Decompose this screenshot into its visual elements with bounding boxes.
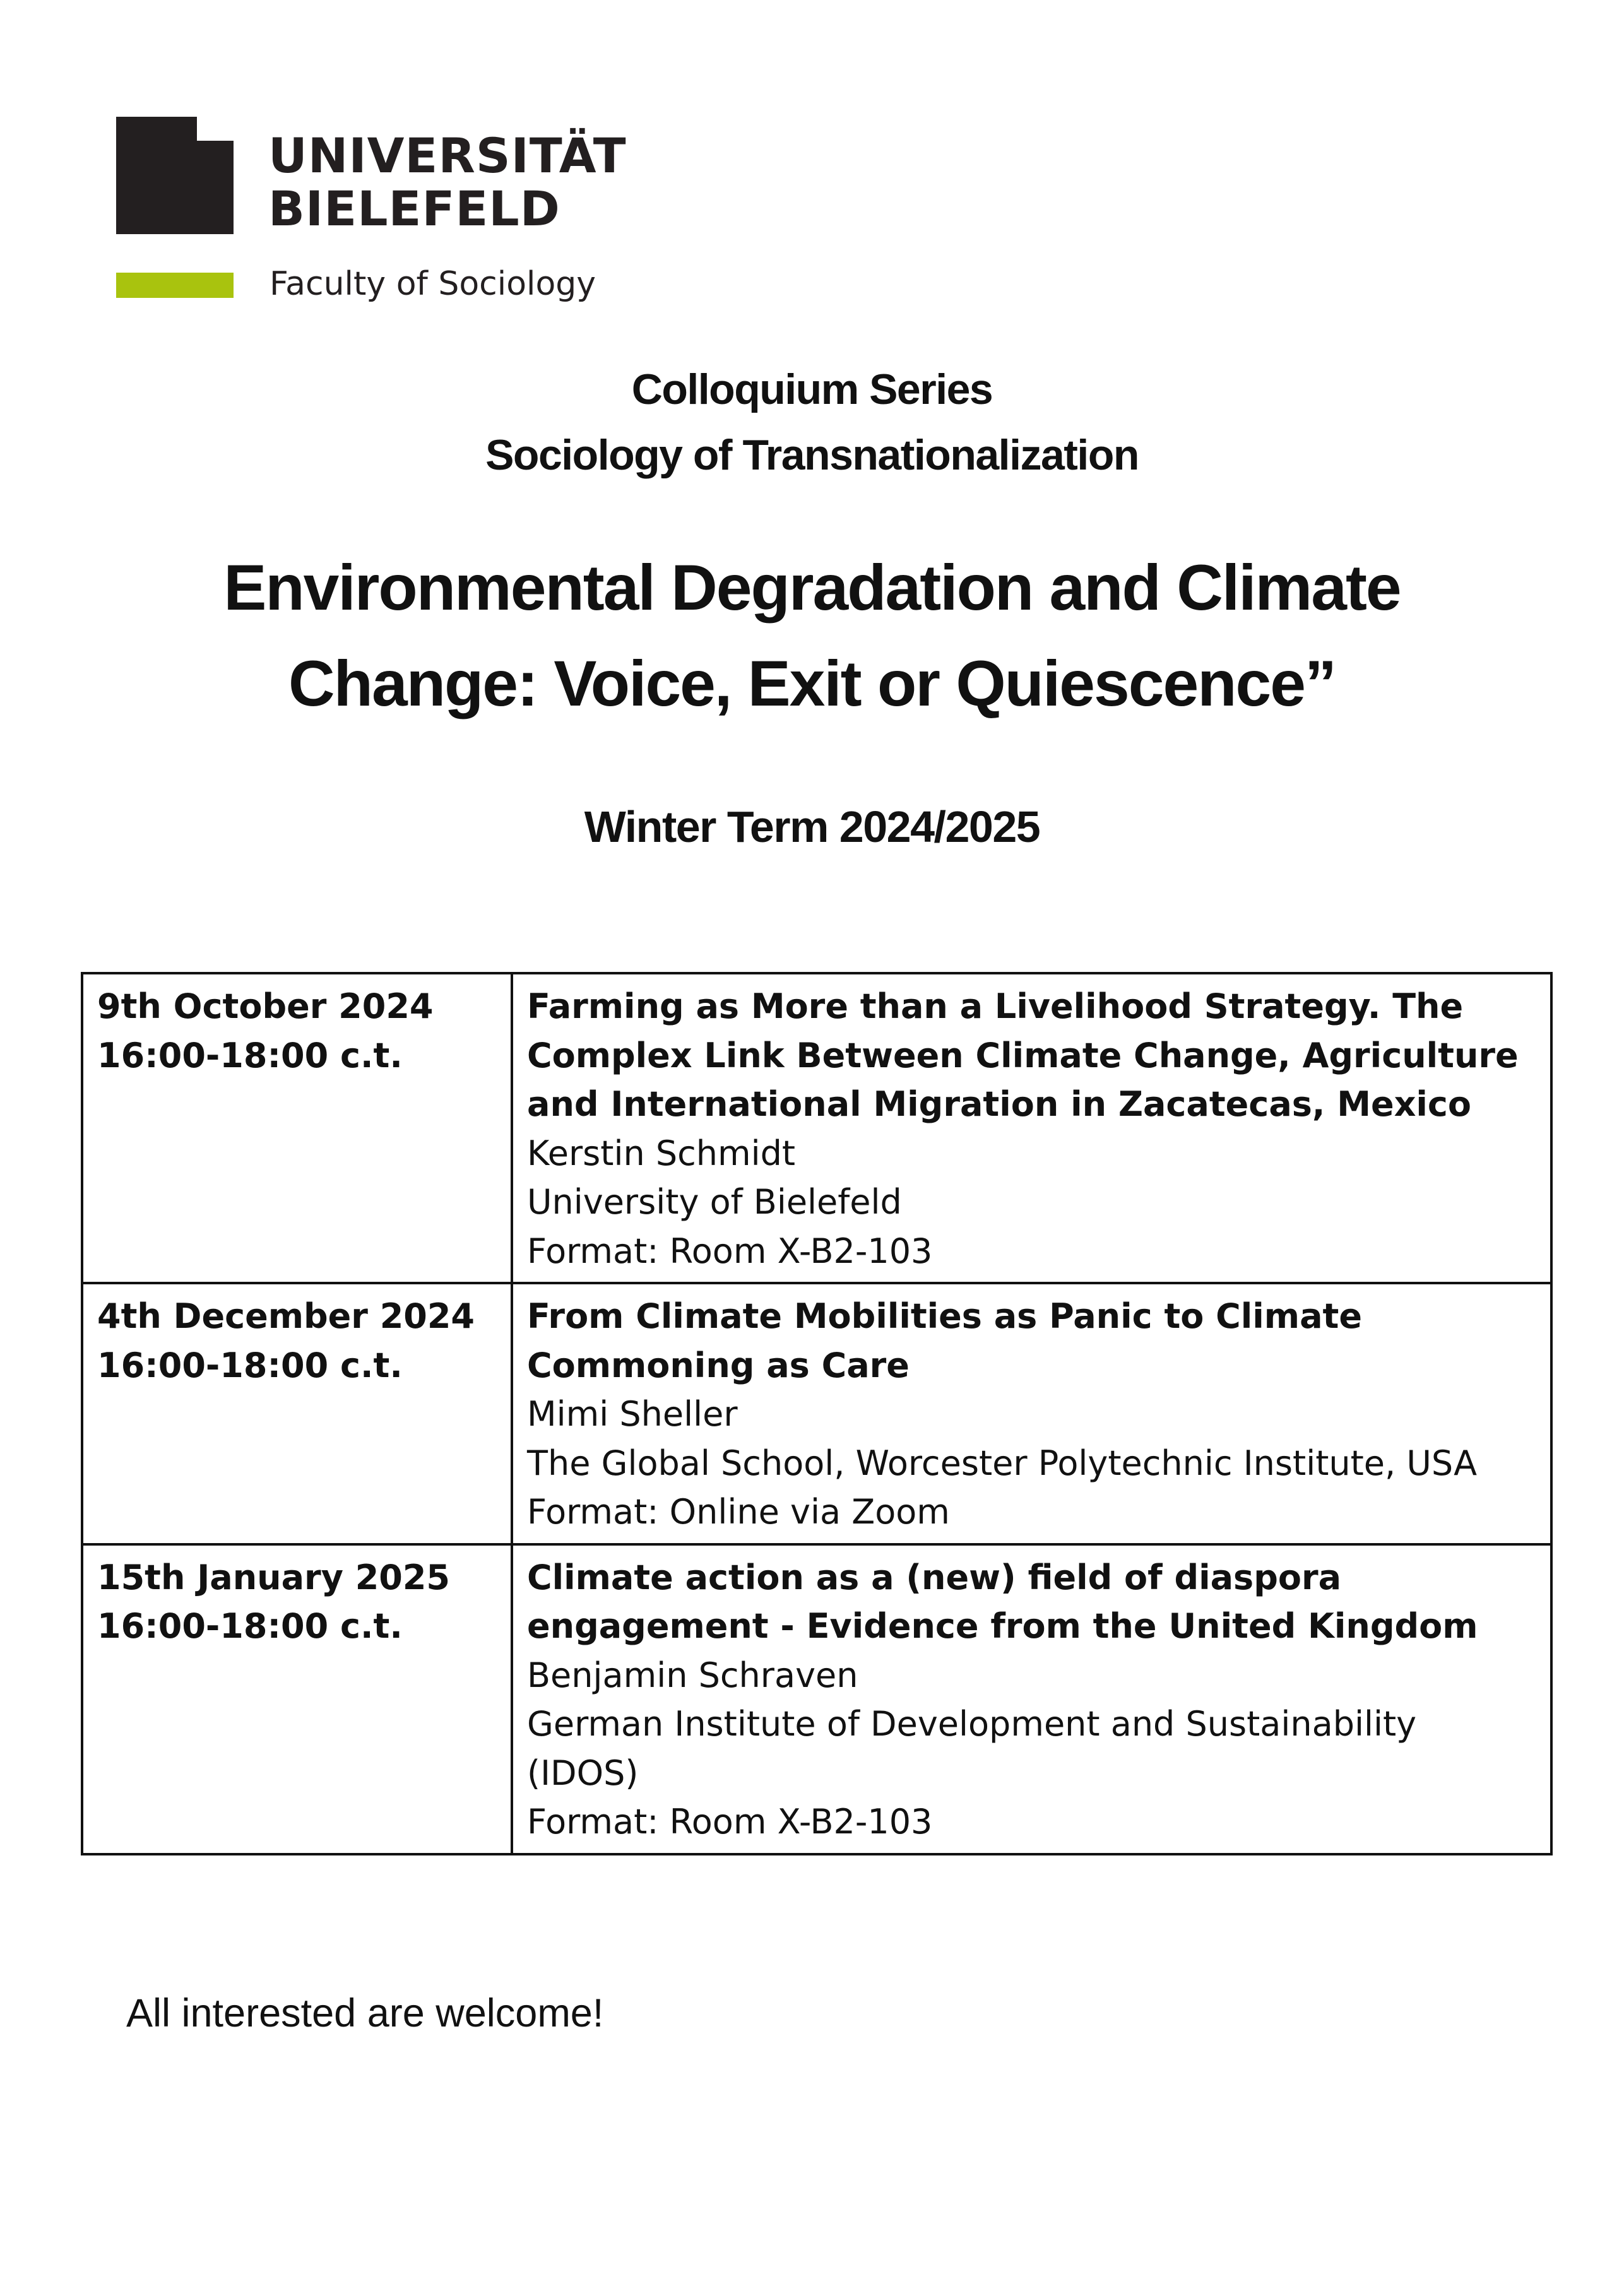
session-format: Format: Room X-B2-103 — [527, 1802, 933, 1842]
speaker-name: Benjamin Schraven — [527, 1655, 858, 1695]
series-line2: Sociology of Transnationalization — [485, 431, 1139, 479]
talk-title-line: Farming as More than a Livelihood Strategy. The — [527, 986, 1464, 1026]
session-format: Format: Online via Zoom — [527, 1492, 950, 1532]
details-cell — [512, 973, 1551, 1283]
talk-title — [527, 982, 1536, 1129]
talk-title — [527, 1553, 1536, 1651]
speaker-name: Mimi Sheller — [527, 1394, 738, 1434]
session-time: 16:00-18:00 c.t. — [97, 1035, 403, 1075]
date-cell — [82, 973, 512, 1283]
colloquium-series-heading — [0, 357, 1624, 488]
university-name-line1: UNIVERSITÄT — [268, 127, 627, 184]
speaker-affiliation: German Institute of Development and Sustainability — [527, 1704, 1417, 1744]
university-logo-mark — [116, 117, 234, 234]
welcome-note: All interested are welcome! — [126, 1991, 604, 2035]
session-time: 16:00-18:00 c.t. — [97, 1606, 403, 1646]
page-title — [0, 540, 1624, 731]
session-date: 15th January 2025 — [97, 1557, 450, 1597]
talk-title-line: engagement - Evidence from the United Kingdom — [527, 1606, 1478, 1646]
table-row — [82, 1283, 1551, 1544]
session-format: Format: Room X-B2-103 — [527, 1231, 933, 1271]
date-cell — [82, 1544, 512, 1854]
term-heading: Winter Term 2024/2025 — [584, 802, 1040, 851]
talk-title — [527, 1292, 1536, 1390]
talk-title-line: From Climate Mobilities as Panic to Climate — [527, 1296, 1362, 1336]
table-row — [82, 1544, 1551, 1854]
faculty-name: Faculty of Sociology — [270, 265, 596, 303]
table-row — [82, 973, 1551, 1283]
talk-title-line: Climate action as a (new) field of diaspora — [527, 1557, 1342, 1597]
session-time: 16:00-18:00 c.t. — [97, 1345, 403, 1385]
speaker-name: Kerstin Schmidt — [527, 1133, 796, 1173]
talk-title-line: and International Migration in Zacatecas, Mexico — [527, 1084, 1472, 1124]
session-date: 4th December 2024 — [97, 1296, 475, 1336]
session-date: 9th October 2024 — [97, 986, 434, 1026]
speaker-affiliation: The Global School, Worcester Polytechnic Institute, USA — [527, 1443, 1478, 1483]
details-cell — [512, 1283, 1551, 1544]
speaker-affiliation: University of Bielefeld — [527, 1182, 902, 1222]
details-cell — [512, 1544, 1551, 1854]
logo-accent-bar — [116, 273, 234, 298]
talk-title-line: Complex Link Between Climate Change, Agriculture — [527, 1035, 1519, 1075]
title-line2: Change: Voice, Exit or Quiescence” — [288, 648, 1336, 719]
date-cell — [82, 1283, 512, 1544]
talk-title-line: Commoning as Care — [527, 1345, 910, 1385]
university-name-line2: BIELEFELD — [268, 180, 560, 237]
university-name — [268, 129, 627, 235]
speaker-affiliation: (IDOS) — [527, 1753, 639, 1793]
series-line1: Colloquium Series — [631, 365, 993, 413]
title-line1: Environmental Degradation and Climate — [223, 552, 1401, 624]
schedule-table — [81, 972, 1553, 1855]
